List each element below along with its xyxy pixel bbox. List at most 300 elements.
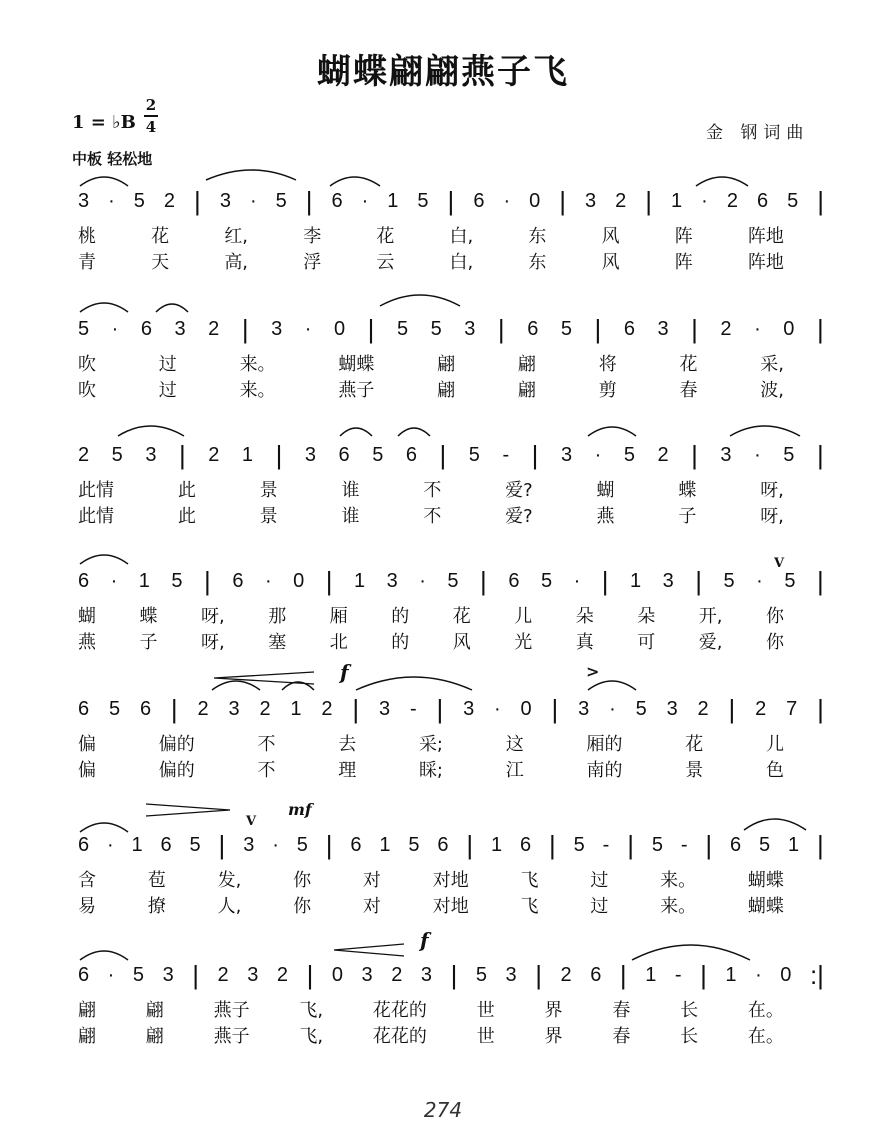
note: 6 bbox=[78, 833, 90, 856]
note: · bbox=[110, 569, 118, 592]
note: 1 bbox=[788, 833, 800, 856]
lyric-word: 桃 bbox=[78, 226, 96, 247]
note: 1 bbox=[241, 443, 254, 466]
barline: | bbox=[447, 185, 455, 216]
lyric-word: 偏的 bbox=[158, 734, 195, 755]
lyric-row bbox=[78, 248, 784, 274]
lyric-word: 花花的 bbox=[372, 1026, 427, 1047]
barline: | bbox=[535, 959, 542, 990]
note: 5 bbox=[408, 833, 420, 856]
lyric-word: 蝴蝶 bbox=[747, 870, 784, 891]
lyric-word: 燕子 bbox=[338, 380, 375, 401]
lyric-word: 偏的 bbox=[158, 760, 195, 781]
lyric-word: 厢 bbox=[329, 606, 348, 627]
lyric-word: 对 bbox=[362, 870, 381, 891]
note: 2 bbox=[208, 317, 220, 340]
note: 3 bbox=[578, 697, 590, 720]
lyric-word: 春 bbox=[612, 1000, 631, 1021]
lyric-row bbox=[78, 350, 784, 376]
note: 5 bbox=[171, 569, 183, 592]
lyric-word: 的 bbox=[391, 606, 410, 627]
lyric-word: 翩 bbox=[437, 354, 456, 375]
lyric-word: 翩 bbox=[78, 1000, 96, 1021]
lyric-word: 飞, bbox=[299, 1000, 324, 1021]
barline: | bbox=[549, 829, 556, 860]
note: 5 bbox=[573, 833, 585, 856]
note: 3 bbox=[271, 317, 283, 340]
time-signature-bottom: 4 bbox=[145, 118, 157, 136]
lyric-word: 蝴 bbox=[78, 606, 96, 627]
lyric-word: 你 bbox=[765, 606, 784, 627]
lyric-word: 对 bbox=[362, 896, 381, 917]
note: 3 bbox=[247, 963, 259, 986]
lyric-word: 的 bbox=[391, 632, 410, 653]
note: - bbox=[409, 697, 417, 720]
slur bbox=[696, 177, 748, 186]
lyric-word: 蝴蝶 bbox=[747, 896, 784, 917]
note: 2 bbox=[163, 189, 176, 212]
lyric-word: 花 bbox=[151, 226, 170, 247]
note: · bbox=[756, 569, 763, 592]
lyric-row bbox=[78, 892, 784, 918]
barline: | bbox=[306, 959, 314, 990]
key-signature: 1 = ♭B bbox=[72, 112, 136, 133]
note: 6 bbox=[331, 189, 343, 212]
barline: | bbox=[728, 693, 736, 724]
author-credit: 金 钢词曲 bbox=[706, 123, 810, 143]
lyric-word: 翩 bbox=[437, 380, 456, 401]
lyric-word: 对地 bbox=[432, 896, 469, 917]
lyric-word: 爱? bbox=[505, 480, 533, 501]
lyric-word: 景 bbox=[259, 506, 278, 527]
lyric-word: 理 bbox=[338, 760, 357, 781]
lyric-word: 偏 bbox=[78, 734, 96, 755]
note: 5 bbox=[132, 963, 145, 986]
note: - bbox=[680, 833, 688, 856]
note: 6 bbox=[350, 833, 362, 856]
note: 5 bbox=[635, 697, 647, 720]
barline: | bbox=[551, 693, 559, 724]
note: 3 bbox=[662, 569, 674, 592]
barline: | bbox=[480, 565, 487, 596]
note: · bbox=[755, 963, 762, 986]
lyric-word: 云 bbox=[376, 252, 395, 273]
slur bbox=[80, 177, 128, 186]
note: 1 bbox=[630, 569, 642, 592]
lyric-word: 燕子 bbox=[213, 1026, 250, 1047]
accent-mark: > bbox=[586, 662, 600, 681]
lyric-word: 呀, bbox=[201, 606, 225, 627]
note: 0 bbox=[293, 569, 305, 592]
barline: | bbox=[325, 829, 333, 860]
lyric-word: 吹 bbox=[78, 354, 96, 375]
barline: | bbox=[466, 829, 474, 860]
lyric-word: 长 bbox=[680, 1000, 699, 1021]
note: 0 bbox=[333, 317, 346, 340]
lyric-word: 高, bbox=[224, 252, 249, 273]
crescendo-hairpin bbox=[214, 672, 314, 684]
dynamic-mezzo-forte: mf bbox=[288, 800, 312, 819]
lyric-word: 剪 bbox=[598, 380, 617, 401]
note-row bbox=[78, 830, 824, 860]
barline: | bbox=[450, 959, 458, 990]
lyric-word: 花 bbox=[452, 606, 471, 627]
slur bbox=[588, 681, 636, 690]
lyric-word: 此 bbox=[177, 480, 196, 501]
note: 3 bbox=[304, 443, 316, 466]
lyric-word: 苞 bbox=[147, 870, 166, 891]
time-signature bbox=[144, 96, 158, 136]
lyric-word: 南的 bbox=[586, 760, 623, 781]
lyric-word: 阵 bbox=[674, 226, 693, 247]
lyric-word: 白, bbox=[449, 226, 474, 247]
song-title: 蝴蝶翩翩燕子飞 bbox=[317, 52, 569, 92]
slur bbox=[588, 427, 636, 436]
lyric-word: 蝶 bbox=[678, 480, 697, 501]
barline: | bbox=[601, 565, 609, 596]
note: · bbox=[108, 189, 115, 212]
barline: | bbox=[627, 829, 634, 860]
note: 5 bbox=[189, 833, 201, 856]
barline: | bbox=[192, 959, 199, 990]
lyric-word: 来。 bbox=[660, 896, 697, 917]
lyric-row bbox=[78, 376, 784, 402]
lyric-word: 朵 bbox=[637, 606, 656, 627]
note: 5 bbox=[111, 443, 123, 466]
note: 6 bbox=[232, 569, 244, 592]
note: 6 bbox=[160, 833, 172, 856]
note: 1 bbox=[131, 833, 143, 856]
note: 5 bbox=[651, 833, 663, 856]
note: 2 bbox=[276, 963, 289, 986]
lyric-word: 风 bbox=[452, 632, 471, 653]
lyric-word: 翩 bbox=[78, 1026, 96, 1047]
barline: | bbox=[816, 439, 824, 470]
note: 5 bbox=[275, 189, 287, 212]
note-row bbox=[78, 566, 824, 596]
barline: | bbox=[594, 313, 602, 344]
note: 5 bbox=[475, 963, 487, 986]
lyric-word: 吹 bbox=[78, 380, 96, 401]
note: 3 bbox=[174, 317, 186, 340]
note: 6 bbox=[139, 697, 152, 720]
note: 6 bbox=[338, 443, 350, 466]
lyric-word: 去 bbox=[338, 734, 357, 755]
lyric-word: 过 bbox=[158, 380, 177, 401]
note: 6 bbox=[78, 569, 90, 592]
lyric-word: 燕子 bbox=[213, 1000, 250, 1021]
lyric-word: 蝶 bbox=[139, 606, 158, 627]
breath-mark: V bbox=[774, 556, 785, 571]
note: 2 bbox=[720, 317, 732, 340]
slur bbox=[632, 945, 750, 960]
lyric-word: 景 bbox=[685, 760, 704, 781]
lyric-word: 翩 bbox=[517, 354, 536, 375]
lyric-word: 采, bbox=[760, 354, 784, 375]
lyric-word: 春 bbox=[612, 1026, 631, 1047]
lyric-word: 浮 bbox=[303, 252, 322, 273]
note: 5 bbox=[623, 443, 635, 466]
lyric-word: 景 bbox=[259, 480, 278, 501]
note: · bbox=[419, 569, 426, 592]
note: 2 bbox=[615, 189, 627, 212]
lyric-word: 谁 bbox=[341, 480, 360, 501]
lyric-row bbox=[78, 756, 784, 782]
lyric-word: 采; bbox=[418, 734, 444, 755]
note: 6 bbox=[473, 189, 485, 212]
note: 5 bbox=[783, 443, 795, 466]
lyric-word: 北 bbox=[329, 632, 348, 653]
note-row bbox=[78, 694, 824, 724]
barline: | bbox=[817, 829, 824, 860]
note: · bbox=[594, 443, 602, 466]
lyric-word: 波, bbox=[760, 380, 784, 401]
lyric-word: 呀, bbox=[201, 632, 225, 653]
lyric-word: 可 bbox=[637, 632, 656, 653]
slur bbox=[340, 428, 372, 436]
lyric-word: 风 bbox=[601, 252, 620, 273]
note: · bbox=[503, 189, 511, 212]
note: 2 bbox=[197, 697, 209, 720]
lyric-word: 来。 bbox=[239, 354, 276, 375]
barline: | bbox=[194, 185, 201, 216]
barline: :| bbox=[809, 959, 824, 990]
barline: | bbox=[691, 313, 698, 344]
lyric-word: 撩 bbox=[147, 896, 166, 917]
lyric-word: 你 bbox=[765, 632, 784, 653]
note: · bbox=[111, 317, 119, 340]
note: 5 bbox=[396, 317, 409, 340]
note: 1 bbox=[354, 569, 366, 592]
note: - bbox=[602, 833, 610, 856]
lyric-word: 青 bbox=[78, 252, 96, 273]
slur bbox=[206, 170, 296, 180]
lyric-word: 儿 bbox=[765, 734, 784, 755]
barline: | bbox=[367, 313, 375, 344]
slur bbox=[356, 677, 472, 690]
page-number: 274 bbox=[423, 1098, 463, 1122]
note: 3 bbox=[386, 569, 398, 592]
lyric-word: 花 bbox=[376, 226, 395, 247]
note: 3 bbox=[219, 189, 231, 212]
barline: | bbox=[305, 185, 313, 216]
lyric-word: 阵 bbox=[674, 252, 693, 273]
lyric-word: 白, bbox=[449, 252, 474, 273]
slur bbox=[212, 681, 260, 690]
note: 5 bbox=[447, 569, 459, 592]
note: 2 bbox=[560, 963, 572, 986]
lyric-word: 子 bbox=[678, 506, 697, 527]
breath-mark: V bbox=[246, 814, 257, 829]
note: 3 bbox=[657, 317, 669, 340]
lyric-word: 江 bbox=[505, 760, 524, 781]
lyric-word: 春 bbox=[679, 380, 698, 401]
lyric-word: 过 bbox=[590, 896, 609, 917]
lyric-word: 偏 bbox=[78, 760, 96, 781]
note: 5 bbox=[430, 317, 442, 340]
note: 0 bbox=[331, 963, 343, 986]
note: 6 bbox=[590, 963, 602, 986]
note: 3 bbox=[505, 963, 517, 986]
lyric-word: 翩 bbox=[517, 380, 536, 401]
lyric-word: 翩 bbox=[145, 1026, 164, 1047]
note: 2 bbox=[208, 443, 220, 466]
note: 0 bbox=[783, 317, 795, 340]
slur bbox=[730, 426, 800, 436]
note: 5 bbox=[468, 443, 480, 466]
note-row bbox=[78, 186, 824, 216]
lyric-word: 此 bbox=[177, 506, 196, 527]
note: 3 bbox=[162, 963, 174, 986]
note: 2 bbox=[726, 189, 738, 212]
lyric-word: 花 bbox=[679, 354, 698, 375]
note: · bbox=[494, 697, 501, 720]
lyric-word: 长 bbox=[680, 1026, 699, 1047]
note: 5 bbox=[108, 697, 121, 720]
lyric-word: 世 bbox=[476, 1000, 495, 1021]
note: 0 bbox=[529, 189, 541, 212]
barline: | bbox=[325, 565, 333, 596]
barline: | bbox=[352, 693, 360, 724]
slur bbox=[398, 428, 430, 436]
decrescendo-hairpin bbox=[146, 804, 230, 816]
barline: | bbox=[497, 313, 505, 344]
note: · bbox=[361, 189, 369, 212]
note: 3 bbox=[420, 963, 433, 986]
lyric-word: 天 bbox=[151, 252, 170, 273]
barline: | bbox=[241, 313, 249, 344]
lyric-word: 爱, bbox=[698, 632, 723, 653]
barline: | bbox=[645, 185, 653, 216]
lyric-word: 色 bbox=[765, 760, 784, 781]
lyric-word: 呀, bbox=[760, 480, 784, 501]
note: 3 bbox=[585, 189, 597, 212]
note: 6 bbox=[78, 697, 90, 720]
note: 6 bbox=[730, 833, 742, 856]
barline: | bbox=[705, 829, 713, 860]
note: 2 bbox=[78, 443, 90, 466]
barline: | bbox=[559, 185, 566, 216]
barline: | bbox=[218, 829, 226, 860]
note: 1 bbox=[491, 833, 503, 856]
barline: | bbox=[691, 439, 698, 470]
note: 2 bbox=[259, 697, 271, 720]
lyric-word: 此情 bbox=[78, 506, 114, 527]
time-signature-top: 2 bbox=[145, 96, 157, 114]
lyric-word: 光 bbox=[514, 632, 533, 653]
note: 3 bbox=[378, 697, 391, 720]
lyric-word: 过 bbox=[158, 354, 177, 375]
note: 2 bbox=[657, 443, 669, 466]
note: 6 bbox=[756, 189, 769, 212]
lyric-word: 开, bbox=[698, 606, 723, 627]
slur bbox=[80, 303, 128, 312]
barline: | bbox=[695, 565, 703, 596]
lyric-word: 将 bbox=[598, 354, 617, 375]
lyric-word: 界 bbox=[544, 1026, 563, 1047]
lyric-word: 飞 bbox=[520, 870, 539, 891]
dynamic-forte: f bbox=[420, 928, 429, 952]
lyric-row bbox=[78, 866, 784, 892]
lyric-word: 世 bbox=[476, 1026, 495, 1047]
lyric-word: 不 bbox=[423, 480, 442, 501]
lyric-row bbox=[78, 502, 784, 528]
lyric-word: 真 bbox=[575, 632, 594, 653]
lyric-row bbox=[78, 602, 784, 628]
note: 3 bbox=[720, 443, 732, 466]
note: 3 bbox=[464, 317, 476, 340]
note: 5 bbox=[296, 833, 308, 856]
note: 5 bbox=[133, 189, 145, 212]
note: · bbox=[272, 833, 279, 856]
slur bbox=[80, 951, 128, 960]
lyric-word: 朵 bbox=[575, 606, 594, 627]
lyric-word: 来。 bbox=[239, 380, 276, 401]
note: 5 bbox=[372, 443, 384, 466]
lyric-word: 东 bbox=[528, 226, 547, 247]
lyric-word: 塞 bbox=[268, 632, 287, 653]
lyric-word: 在。 bbox=[747, 1000, 784, 1021]
note: 3 bbox=[78, 189, 90, 212]
lyric-row bbox=[78, 996, 784, 1022]
lyric-word: 不 bbox=[257, 734, 276, 755]
note: 2 bbox=[391, 963, 403, 986]
note: 5 bbox=[540, 569, 553, 592]
note: · bbox=[107, 833, 114, 856]
lyric-word: 你 bbox=[293, 896, 312, 917]
note: 5 bbox=[787, 189, 799, 212]
lyric-word: 东 bbox=[528, 252, 547, 273]
lyric-word: 蝴 bbox=[596, 480, 615, 501]
crescendo-hairpin bbox=[334, 944, 404, 956]
note: 6 bbox=[405, 443, 417, 466]
barline: | bbox=[531, 439, 539, 470]
lyric-word: 对地 bbox=[432, 870, 469, 891]
note: 5 bbox=[417, 189, 429, 212]
barline: | bbox=[275, 439, 283, 470]
lyric-word: 呀, bbox=[760, 506, 784, 527]
note: 0 bbox=[520, 697, 532, 720]
lyric-row bbox=[78, 730, 784, 756]
note: 5 bbox=[78, 317, 90, 340]
note: 3 bbox=[243, 833, 255, 856]
note: · bbox=[249, 189, 257, 212]
note: · bbox=[304, 317, 312, 340]
lyric-row bbox=[78, 476, 784, 502]
note: - bbox=[502, 443, 510, 466]
lyric-word: 阵地 bbox=[747, 226, 784, 247]
lyric-word: 儿 bbox=[514, 606, 533, 627]
lyric-word: 翩 bbox=[145, 1000, 164, 1021]
note: 6 bbox=[437, 833, 449, 856]
lyric-row bbox=[78, 222, 784, 248]
barline: | bbox=[619, 959, 627, 990]
note: · bbox=[754, 317, 761, 340]
note: 1 bbox=[387, 189, 399, 212]
note: 3 bbox=[463, 697, 475, 720]
lyric-row bbox=[78, 1022, 784, 1048]
note: 1 bbox=[290, 697, 302, 720]
note: · bbox=[573, 569, 581, 592]
lyric-word: 李 bbox=[303, 226, 322, 247]
lyric-word: 易 bbox=[78, 896, 96, 917]
note: 6 bbox=[623, 317, 635, 340]
slur bbox=[118, 426, 184, 436]
barline: | bbox=[170, 693, 178, 724]
lyric-word: 在。 bbox=[747, 1026, 784, 1047]
slur bbox=[80, 555, 128, 564]
barline: | bbox=[700, 959, 707, 990]
